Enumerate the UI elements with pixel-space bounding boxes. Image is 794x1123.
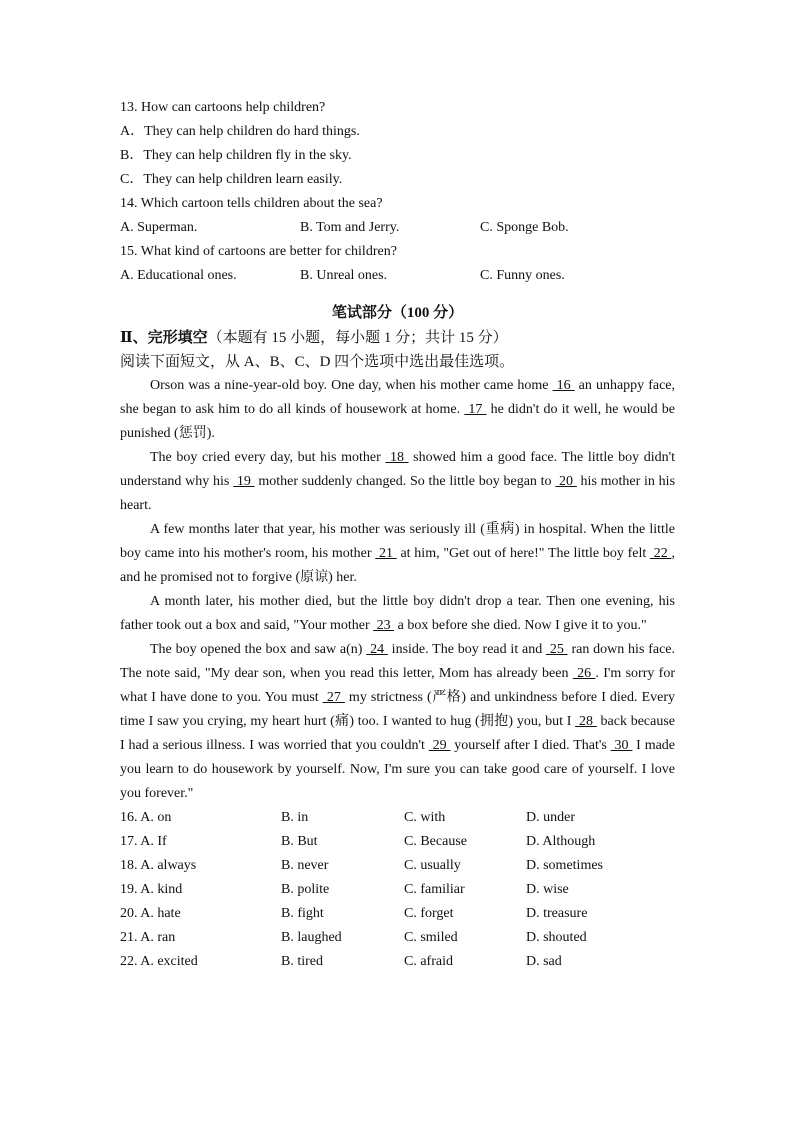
options-row-19 xyxy=(120,878,675,902)
q13-option-a: A．They can help children do hard things. xyxy=(120,124,360,139)
passage-text: yourself after I died. That's xyxy=(450,738,611,753)
option-17-a: 17. A. If xyxy=(120,834,167,849)
passage-text: an unhappy face, she began to ask him to do all kinds of housework at home. xyxy=(120,378,676,417)
passage-text: back because I had a serious illness. I was worried that you couldn't xyxy=(120,714,676,753)
option-22-c: C. afraid xyxy=(404,954,453,969)
option-19-b: B. polite xyxy=(281,882,330,897)
option-18-c: C. usually xyxy=(404,858,461,873)
question-14: 14. Which cartoon tells children about the sea? xyxy=(120,196,383,211)
passage-text: at him, "Get out of here!" The little boy felt xyxy=(396,546,651,561)
blank-26: 26 xyxy=(572,666,596,681)
option-22-d: D. sad xyxy=(526,954,562,969)
q15-option-c: C. Funny ones. xyxy=(480,268,565,283)
written-part-title: 笔试部分（100 分） xyxy=(331,305,464,321)
option-21-b: B. laughed xyxy=(281,930,342,945)
option-20-c: C. forget xyxy=(404,906,454,921)
option-21-a: 21. A. ran xyxy=(120,930,176,945)
q15-option-b: B. Unreal ones. xyxy=(300,268,388,283)
option-19-c: C. familiar xyxy=(404,882,465,897)
option-22-a: 22. A. excited xyxy=(120,954,198,969)
passage-text: A few months later that year, his mother was seriously ill (重病) in hospital. When the little boy came into his mother's room, his mother xyxy=(120,522,675,561)
blank-17: 17 xyxy=(464,402,487,417)
passage-text: he didn't do it well, he would be punished (惩罚). xyxy=(120,402,675,441)
passage-text: , and he promised not to forgive (原谅) her. xyxy=(120,546,675,585)
options-row-22 xyxy=(120,950,675,974)
q14-option-c: C. Sponge Bob. xyxy=(480,220,569,235)
q13-option-b: B．They can help children fly in the sky. xyxy=(120,148,352,163)
option-21-d: D. shouted xyxy=(526,930,587,945)
passage-paragraph-2 xyxy=(120,446,675,518)
option-17-c: C. Because xyxy=(404,834,467,849)
blank-25: 25 xyxy=(546,642,568,657)
options-row-16 xyxy=(120,806,675,830)
passage-text: my strictness (严格) and unkindness before I died. Every time I saw you crying, my heart hurt (痛) too. I wanted to hug (拥抱) you, but I xyxy=(120,690,675,729)
section-heading-note: （本题有 15 小题，每小题 1 分；共计 15 分） xyxy=(207,330,508,346)
option-20-a: 20. A. hate xyxy=(120,906,181,921)
q14-option-b: B. Tom and Jerry. xyxy=(300,220,400,235)
passage-paragraph-4 xyxy=(120,590,675,638)
answer-options-list xyxy=(120,806,675,974)
passage-text: . I'm sorry for what I have done to you. You must xyxy=(120,666,675,705)
q13-option-c: C．They can help children learn easily. xyxy=(120,172,343,187)
blank-30: 30 xyxy=(610,738,633,753)
option-19-a: 19. A. kind xyxy=(120,882,183,897)
passage-text: a box before she died. Now I give it to you." xyxy=(394,618,647,633)
options-row-20 xyxy=(120,902,675,926)
option-20-b: B. fight xyxy=(281,906,324,921)
option-20-d: D. treasure xyxy=(526,906,588,921)
section-heading-label: Ⅱ、完形填空 xyxy=(120,330,208,346)
option-19-d: D. wise xyxy=(526,882,569,897)
passage-paragraph-5 xyxy=(120,638,675,806)
option-16-c: C. with xyxy=(404,810,446,825)
blank-24: 24 xyxy=(366,642,388,657)
options-row-17 xyxy=(120,830,675,854)
option-17-d: D. Although xyxy=(526,834,596,849)
blank-18: 18 xyxy=(385,450,409,465)
q15-option-a: A. Educational ones. xyxy=(120,268,237,283)
cloze-section-heading xyxy=(120,326,675,350)
option-16-a: 16. A. on xyxy=(120,810,172,825)
option-16-b: B. in xyxy=(281,810,309,825)
passage-text: The boy cried every day, but his mother xyxy=(150,450,386,465)
exam-page xyxy=(120,96,675,974)
passage-text: ran down his face. The note said, "My dear son, when you read this letter, Mom has already been xyxy=(120,642,675,681)
question-15: 15. What kind of cartoons are better for children? xyxy=(120,244,397,259)
blank-23: 23 xyxy=(373,618,395,633)
blank-20: 20 xyxy=(555,474,577,489)
option-18-a: 18. A. always xyxy=(120,858,197,873)
passage-text: his mother in his heart. xyxy=(120,474,676,513)
option-21-c: C. smiled xyxy=(404,930,458,945)
blank-27: 27 xyxy=(322,690,345,705)
passage-paragraph-3 xyxy=(120,518,675,590)
option-18-b: B. never xyxy=(281,858,329,873)
blank-28: 28 xyxy=(575,714,597,729)
q14-option-a: A. Superman. xyxy=(120,220,198,235)
blank-29: 29 xyxy=(428,738,451,753)
passage-text: I made you learn to do housework by yourself. Now, I'm sure you can take good care of yourself. I love you forever." xyxy=(120,738,676,801)
passage-paragraph-1 xyxy=(120,374,675,446)
option-17-b: B. But xyxy=(281,834,318,849)
q14-options xyxy=(120,216,675,240)
passage-text: The boy opened the box and saw a(n) xyxy=(150,642,367,657)
passage-text: mother suddenly changed. So the little boy began to xyxy=(254,474,556,489)
blank-16: 16 xyxy=(552,378,575,393)
options-row-18 xyxy=(120,854,675,878)
passage-text: showed him a good face. The little boy didn't understand why his xyxy=(120,450,676,489)
question-13: 13. How can cartoons help children? xyxy=(120,100,326,115)
passage-text: inside. The boy read it and xyxy=(387,642,547,657)
options-row-21 xyxy=(120,926,675,950)
q15-options xyxy=(120,264,675,288)
blank-22: 22 xyxy=(650,546,672,561)
option-16-d: D. under xyxy=(526,810,575,825)
cloze-instruction: 阅读下面短文，从 A、B、C、D 四个选项中选出最佳选项。 xyxy=(120,354,515,370)
passage-text: Orson was a nine-year-old boy. One day, when his mother came home xyxy=(150,378,553,393)
blank-21: 21 xyxy=(375,546,397,561)
option-22-b: B. tired xyxy=(281,954,323,969)
blank-19: 19 xyxy=(233,474,255,489)
option-18-d: D. sometimes xyxy=(526,858,603,873)
passage-text: A month later, his mother died, but the little boy didn't drop a tear. Then one evening, his father took out a box and said, "Your mother xyxy=(120,594,675,633)
